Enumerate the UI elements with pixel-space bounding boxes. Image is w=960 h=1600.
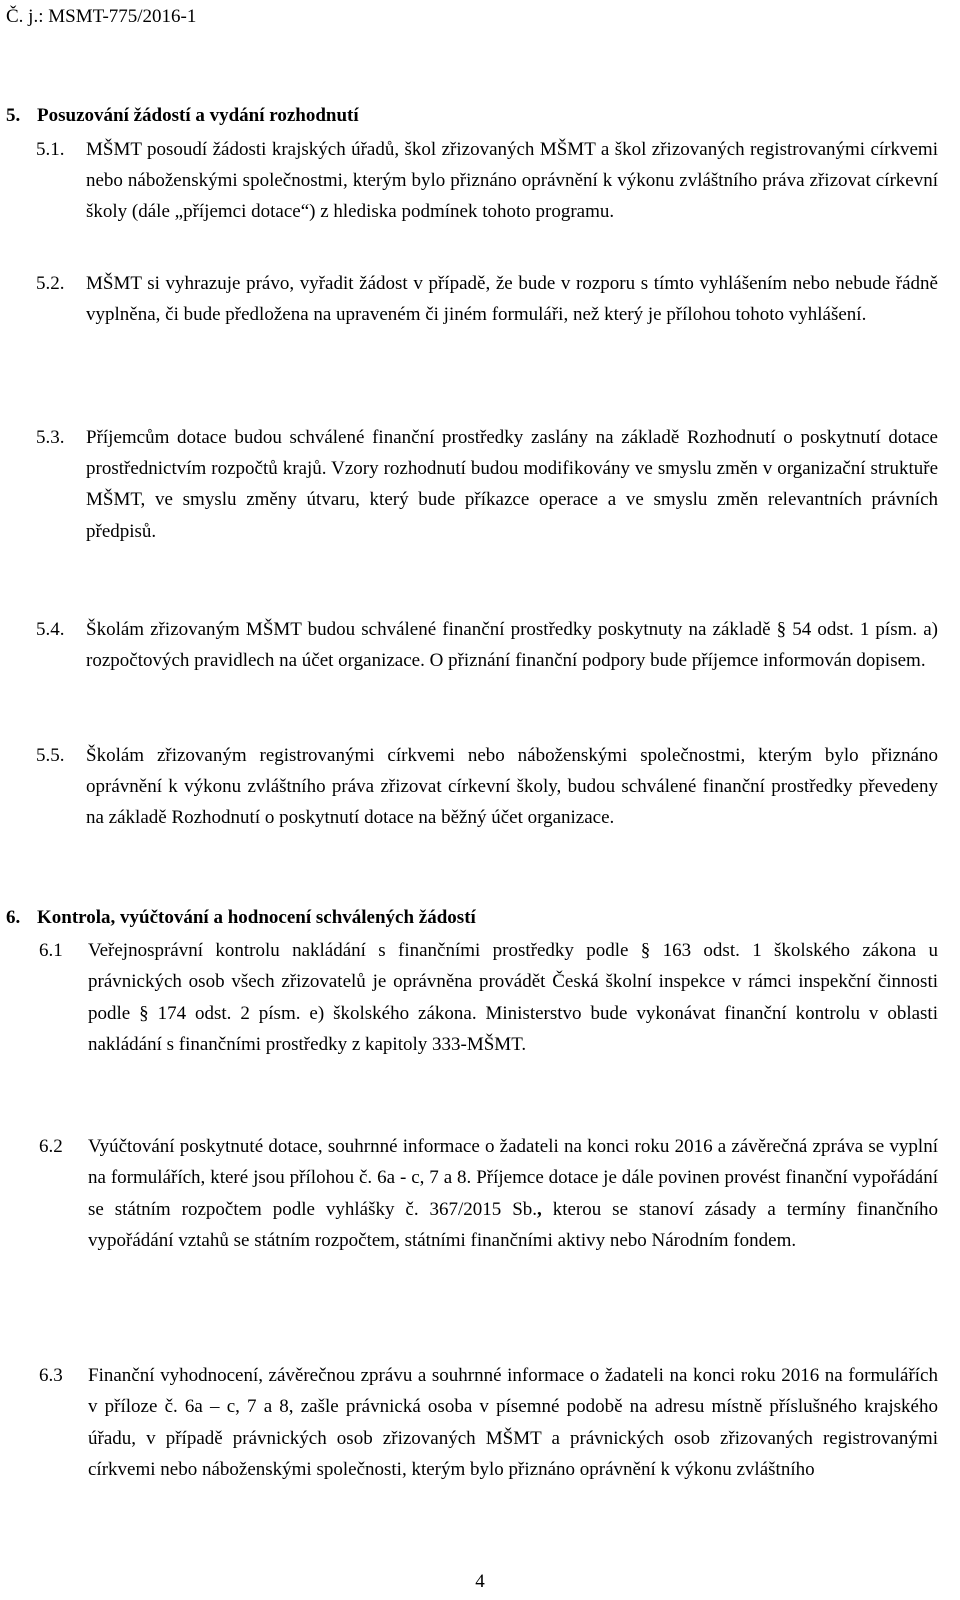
paragraph-5-4-number: 5.4. — [36, 619, 65, 640]
paragraph-6-2-bold-comma: , — [537, 1198, 542, 1220]
paragraph-6-3-number: 6.3 — [39, 1365, 63, 1386]
paragraph-5-4-text: Školám zřizovaným MŠMT budou schválené finanční prostředky poskytnuty na základě § 54 odst. 1 písm. a) rozpočtových pravidlech na účet organizace. O přiznání finanční podpory bude příjemce informován dopisem. — [86, 619, 938, 672]
paragraph-6-3-text: Finanční vyhodnocení, závěrečnou zprávu a souhrnné informace o žadateli na konci roku 2016 na formulářích v příloze č. 6a – c, 7 a 8, zašle právnická osoba v písemné podobě na adresu místně příslušného krajského úřadu, v případě právnických osob zřizovaných MŠMT a právnických osob zřizovaných registrovanými církvemi nebo náboženskými společnosti, kterým bylo přiznáno oprávnění k výkonu zvláštního — [88, 1365, 938, 1481]
document-reference: Č. j.: MSMT-775/2016-1 — [6, 6, 197, 27]
paragraph-6-1-text: Veřejnosprávní kontrolu nakládání s finančními prostředky podle § 163 odst. 1 školského zákona u právnických osob všech zřizovatelů je oprávněna provádět Česká školní inspekce v rámci inspekční činnosti podle § 174 odst. 2 písm. e) školského zákona. Ministerstvo bude vykonávat finanční kontrolu v oblasti nakládání s finančními prostředky z kapitoly 333-MŠMT. — [88, 940, 938, 1056]
section-5-title: Posuzování žádostí a vydání rozhodnutí — [37, 105, 359, 126]
paragraph-5-3-number: 5.3. — [36, 427, 65, 448]
paragraph-6-2-number: 6.2 — [39, 1136, 63, 1157]
paragraph-5-2-number: 5.2. — [36, 273, 65, 294]
paragraph-6-1-number: 6.1 — [39, 940, 63, 961]
section-6-title: Kontrola, vyúčtování a hodnocení schválených žádostí — [37, 907, 476, 928]
paragraph-5-2 — [36, 268, 938, 330]
section-5-heading — [6, 100, 359, 132]
paragraph-6-1 — [39, 935, 938, 1061]
paragraph-5-5 — [36, 740, 938, 834]
section-6-heading — [6, 902, 476, 934]
paragraph-5-3 — [36, 422, 938, 547]
page-number: 4 — [475, 1571, 485, 1592]
paragraph-6-2 — [39, 1131, 938, 1257]
paragraph-5-1-number: 5.1. — [36, 139, 65, 160]
paragraph-6-2-text: Vyúčtování poskytnuté dotace, souhrnné informace o žadateli na konci roku 2016 a závěrečná zpráva se vyplní na formulářích, které jsou přílohou č. 6a - c, 7 a 8. Příjemce dotace je dále povinen provést finanční vypořádání se státním rozpočtem podle vyhlášky č. 367/2015 Sb. — [88, 1136, 938, 1220]
paragraph-5-5-text: Školám zřizovaným registrovanými církvemi nebo náboženskými společnostmi, kterým bylo přiznáno oprávnění k výkonu zvláštního práva zřizovat církevní školy, budou schválené finanční prostředky převedeny na základě Rozhodnutí o poskytnutí dotace na běžný účet organizace. — [86, 745, 938, 829]
paragraph-6-2-text-continued: kterou se stanoví zásady a termíny finančního vypořádání vztahů se státním rozpočtem, státními finančními aktivy nebo Národním fondem. — [88, 1198, 938, 1252]
section-6-number: 6. — [6, 907, 21, 928]
paragraph-5-5-number: 5.5. — [36, 745, 65, 766]
paragraph-5-2-text: MŠMT si vyhrazuje právo, vyřadit žádost v případě, že bude v rozporu s tímto vyhlášením nebo nebude řádně vyplněna, či bude předložena na upraveném či jiném formuláři, než který je přílohou tohoto vyhlášení. — [86, 273, 938, 326]
paragraph-5-1 — [36, 134, 938, 228]
paragraph-5-3-text: Příjemcům dotace budou schválené finanční prostředky zaslány na základě Rozhodnutí o poskytnutí dotace prostřednictvím rozpočtů krajů. Vzory rozhodnutí budou modifikovány ve smyslu změn v organizační struktuře MŠMT, ve smyslu změny útvaru, který bude příkazce operace a ve smyslu změn relevantních právních předpisů. — [86, 427, 938, 542]
section-5-number: 5. — [6, 105, 21, 126]
paragraph-6-3 — [39, 1360, 938, 1486]
paragraph-5-4 — [36, 614, 938, 676]
paragraph-5-1-text: MŠMT posoudí žádosti krajských úřadů, škol zřizovaných MŠMT a škol zřizovaných registrovanými církvemi nebo náboženskými společnostmi, kterým bylo přiznáno oprávnění k výkonu zvláštního práva zřizovat církevní školy (dále „příjemci dotace“) z hlediska podmínek tohoto programu. — [86, 139, 938, 223]
